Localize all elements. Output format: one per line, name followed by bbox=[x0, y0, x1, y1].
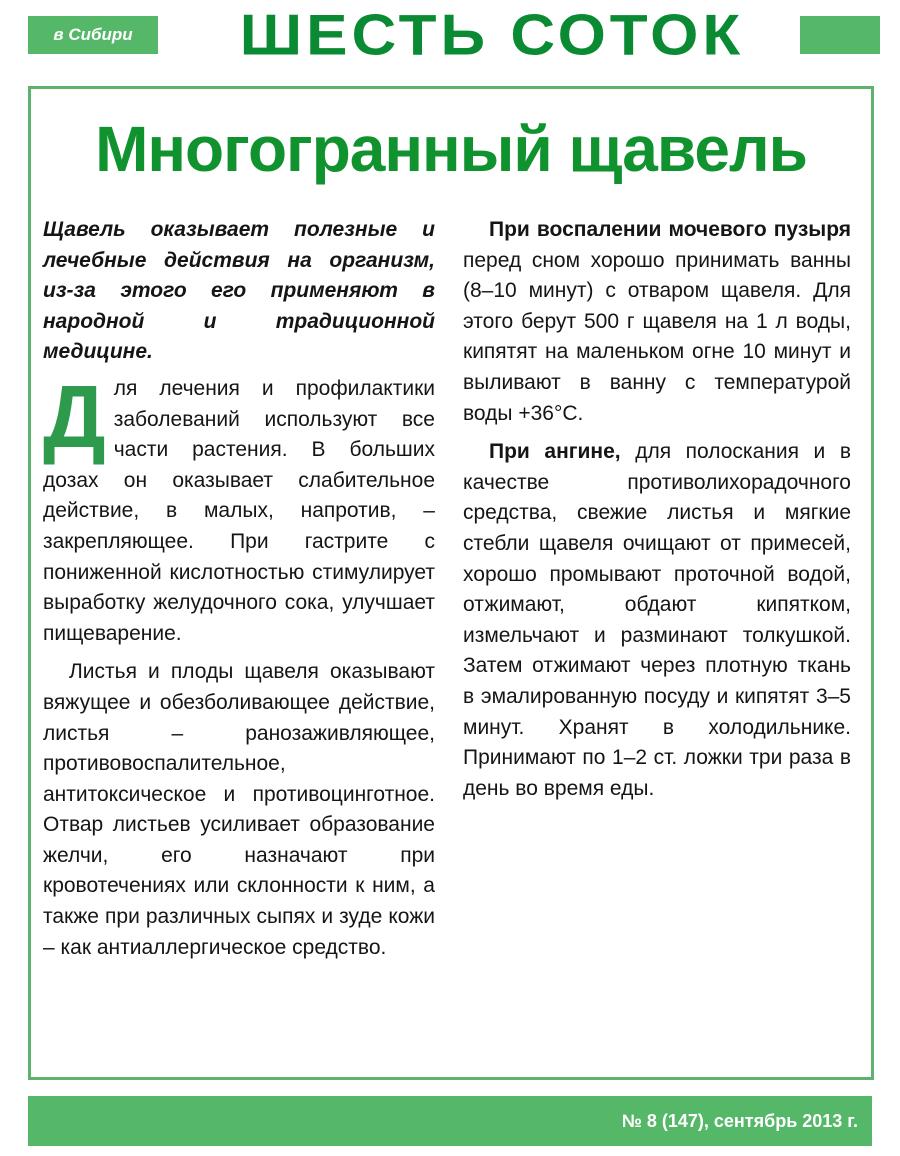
paragraph-1-text: ля лечения и профилактики заболеваний используют все части растения. В больших дозах он оказывает слабительное действие, в малых, напротив, – закрепляющее. При гастрите с пониженной кислотностью стимулирует выработку желудочного сока, улучшает пищеварение. bbox=[43, 376, 435, 645]
article-column-left bbox=[43, 215, 435, 963]
paragraph-3-bold: При воспалении мочевого пузыря bbox=[489, 218, 851, 241]
article-paragraph-4 bbox=[463, 437, 851, 804]
issue-info: № 8 (147), сентябрь 2013 г. bbox=[621, 1111, 858, 1131]
footer-bar bbox=[28, 1096, 872, 1146]
article-paragraph-1 bbox=[43, 366, 435, 649]
masthead-region: в Сибири bbox=[53, 25, 133, 44]
masthead bbox=[28, 3, 880, 68]
masthead-title: ШЕСТЬ СОТОК bbox=[239, 3, 745, 68]
article-lead: Щавель оказывает полезные и лечебные действия на организм, из-за этого его применяют в народной и традиционной медицине. bbox=[43, 218, 435, 364]
article-paragraph-2: Листья и плоды щавеля оказывают вяжущее и обезболивающее действие, листья – ранозаживляющее, противовоспалительное, антитоксическое и противоцинготное. Отвар листьев усиливает образование желчи, его назначают при кровотечениях или склонности к ним, а также при различных сыпях и зуде кожи – как антиаллергическое средство. bbox=[43, 660, 435, 959]
article-paragraph-3 bbox=[463, 215, 851, 429]
paragraph-4-text: для полоскания и в качестве противолихорадочного средства, свежие листья и мягкие стебли щавеля очищают от примесей, хорошо промывают проточной водой, отжимают, обдают кипятком, измельчают и разминают толкушкой. Затем отжимают через плотную ткань в эмалированную посуду и кипятят 3–5 минут. Хранят в холодильнике. Принимают по 1–2 ст. ложки три раза в день во время еды. bbox=[463, 440, 852, 800]
paragraph-4-bold: При ангине, bbox=[489, 440, 621, 464]
article-frame bbox=[28, 86, 874, 1080]
drop-cap: Д bbox=[43, 366, 106, 466]
masthead-right-bar bbox=[800, 16, 880, 54]
paragraph-3-text: перед сном хорошо принимать ванны (8–10 минут) с отваром щавеля. Для этого берут 500 г щавеля на 1 л воды, кипятят на маленьком огне 10 минут и выливают в ванну с температурой воды +36°С. bbox=[463, 248, 851, 425]
article-headline: Многогранный щавель bbox=[95, 113, 807, 185]
article-column-right bbox=[463, 215, 851, 804]
